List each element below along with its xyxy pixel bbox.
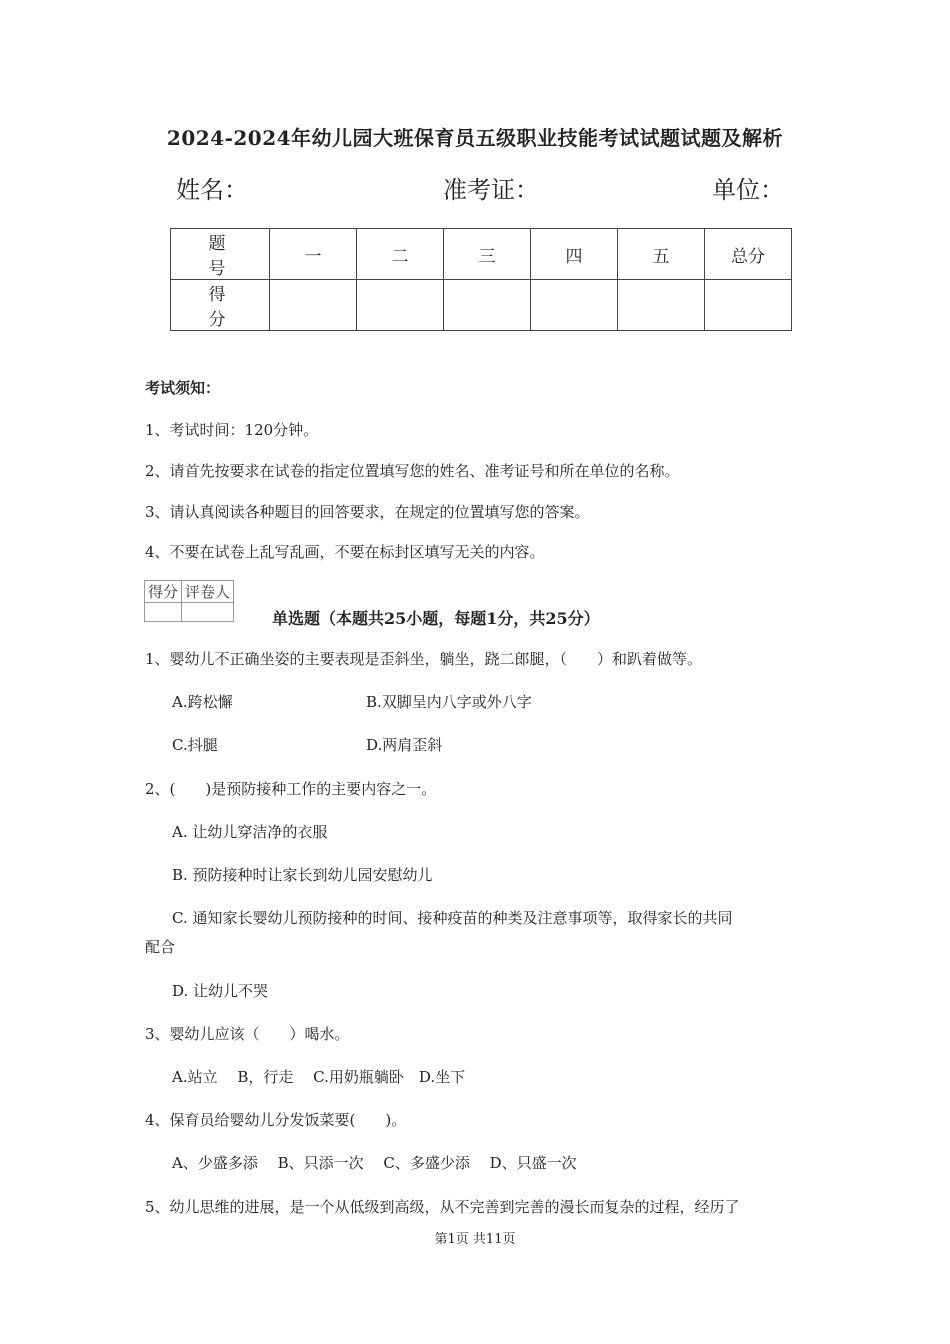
grader-box-grader-cell[interactable] <box>182 603 234 622</box>
grader-box-grader-label: 评卷人 <box>182 581 234 603</box>
grader-box-score-cell[interactable] <box>145 603 182 622</box>
question-1-stem: 1、婴幼儿不正确坐姿的主要表现是歪斜坐，躺坐，跷二郎腿，（ ）和趴着做等。 <box>145 650 703 668</box>
score-cell[interactable] <box>444 280 531 331</box>
question-2-option-d: D. 让幼儿不哭 <box>172 982 269 1000</box>
question-1-option-a: A.跨松懈 <box>172 693 233 711</box>
score-table-header-cell: 二 <box>357 229 444 280</box>
score-table-score-row <box>171 280 792 331</box>
question-2-option-c: C. 通知家长婴幼儿预防接种的时间、接种疫苗的种类及注意事项等，取得家长的共同 <box>172 909 733 927</box>
question-1-option-c: C.抖腿 <box>172 736 218 754</box>
grader-box-score-label: 得分 <box>145 581 182 603</box>
score-row-label: 得 分 <box>171 280 270 331</box>
score-table-header-cell: 三 <box>444 229 531 280</box>
question-4-options: A、少盛多添 B、只添一次 C、多盛少添 D、只盛一次 <box>172 1154 577 1172</box>
notice-item: 3、请认真阅读各种题目的回答要求，在规定的位置填写您的答案。 <box>145 503 590 521</box>
notice-item: 2、请首先按要求在试卷的指定位置填写您的姓名、准考证号和所在单位的名称。 <box>145 462 680 480</box>
score-table-header-cell: 一 <box>270 229 357 280</box>
notice-item: 4、不要在试卷上乱写乱画，不要在标封区填写无关的内容。 <box>145 543 545 561</box>
score-table-header-cell: 总分 <box>705 229 792 280</box>
score-cell[interactable] <box>357 280 444 331</box>
score-cell[interactable] <box>705 280 792 331</box>
question-3-stem: 3、婴幼儿应该（ ）喝水。 <box>145 1025 350 1043</box>
notice-item: 1、考试时间：120分钟。 <box>145 421 319 439</box>
score-table-header-row <box>171 229 792 280</box>
score-cell[interactable] <box>531 280 618 331</box>
score-cell[interactable] <box>618 280 705 331</box>
score-cell[interactable] <box>270 280 357 331</box>
question-2-stem: 2、( )是预防接种工作的主要内容之一。 <box>145 780 437 798</box>
question-1-option-b: B.双脚呈内八字或外八字 <box>366 693 532 711</box>
score-table-header-cell: 五 <box>618 229 705 280</box>
question-5-stem: 5、幼儿思维的进展，是一个从低级到高级，从不完善到完善的漫长而复杂的过程，经历了 <box>145 1198 740 1216</box>
unit-label: 单位： <box>712 176 784 204</box>
question-3-options: A.站立 B，行走 C.用奶瓶躺卧 D.坐下 <box>172 1068 466 1086</box>
question-1-option-d: D.两肩歪斜 <box>366 736 443 754</box>
page-title: 2024-2024年幼儿园大班保育员五级职业技能考试试题试题及解析 <box>166 126 784 150</box>
notice-heading: 考试须知： <box>145 379 221 397</box>
grader-box <box>144 580 234 622</box>
score-table-header-cell: 题 号 <box>171 229 270 280</box>
page-footer: 第1页 共11页 <box>434 1232 516 1247</box>
question-2-option-c-continued: 配合 <box>145 938 176 956</box>
score-table-header-cell: 四 <box>531 229 618 280</box>
score-table <box>170 228 792 331</box>
question-4-stem: 4、保育员给婴幼儿分发饭菜要( )。 <box>145 1111 407 1129</box>
question-2-option-b: B. 预防接种时让家长到幼儿园安慰幼儿 <box>172 866 433 884</box>
question-2-option-a: A. 让幼儿穿洁净的衣服 <box>172 823 328 841</box>
name-label: 姓名： <box>176 176 248 204</box>
section-title: 单选题（本题共25小题，每题1分，共25分） <box>272 609 600 628</box>
exam-number-label: 准考证： <box>443 176 539 204</box>
